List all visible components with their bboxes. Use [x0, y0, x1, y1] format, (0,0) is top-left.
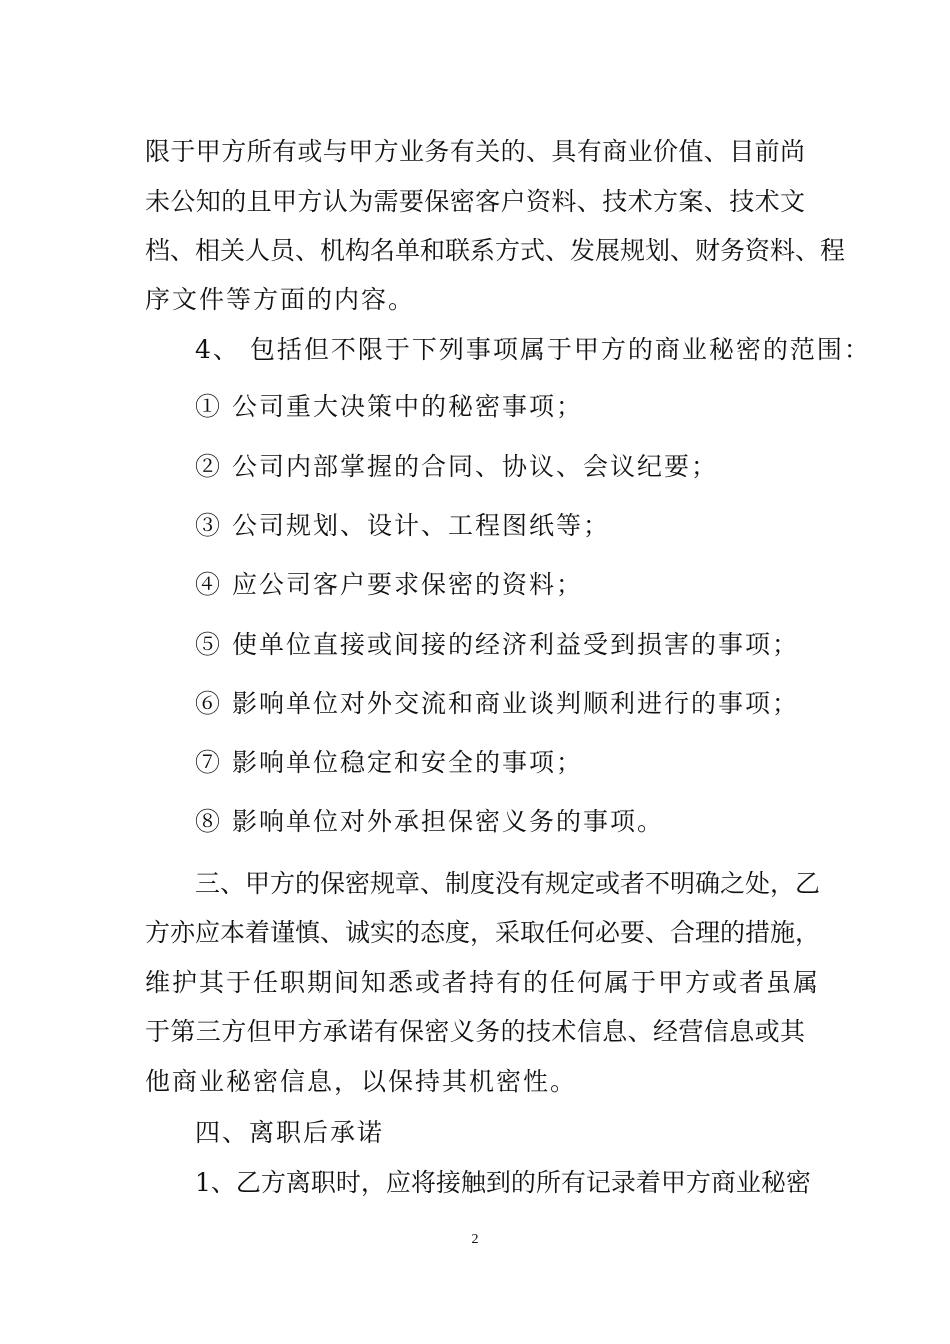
list-item: ② 公司内部掌握的合同、协议、会议纪要；	[195, 452, 718, 481]
paragraph-line: 他商业秘密信息，以保持其机密性。	[145, 1067, 578, 1096]
list-item: ⑥ 影响单位对外交流和商业谈判顺利进行的事项；	[195, 689, 799, 718]
paragraph-line: 档、相关人员、机构名单和联系方式、发展规划、财务资料、程	[145, 236, 846, 265]
list-item: ⑧ 影响单位对外承担保密义务的事项。	[195, 807, 664, 836]
paragraph-line: 于第三方但甲方承诺有保密义务的技术信息、经营信息或其	[145, 1017, 805, 1046]
list-item: ① 公司重大决策中的秘密事项；	[195, 392, 583, 421]
section-heading: 四、离职后承诺	[195, 1118, 385, 1147]
list-item: ③ 公司规划、设计、工程图纸等；	[195, 511, 610, 540]
list-item: ⑦ 影响单位稳定和安全的事项；	[195, 748, 583, 777]
paragraph-line: 限于甲方所有或与甲方业务有关的、具有商业价值、目前尚	[145, 137, 805, 166]
paragraph-line: 未公知的且甲方认为需要保密客户资料、技术方案、技术文	[145, 187, 805, 216]
list-item: ⑤ 使单位直接或间接的经济利益受到损害的事项；	[195, 630, 799, 659]
list-item: ④ 应公司客户要求保密的资料；	[195, 570, 583, 599]
paragraph-line: 维护其于任职期间知悉或者持有的任何属于甲方或者虽属	[145, 968, 821, 997]
paragraph-line: 方亦应本着谨慎、诚实的态度，采取任何必要、合理的措施，	[145, 918, 821, 947]
page-number: 2	[471, 1232, 479, 1247]
list-heading: 4、 包括但不限于下列事项属于甲方的商业秘密的范围：	[195, 335, 871, 364]
paragraph-line: 序文件等方面的内容。	[145, 285, 416, 314]
paragraph-line: 三、甲方的保密规章、制度没有规定或者不明确之处，乙	[195, 869, 821, 898]
paragraph-line: 1、乙方离职时，应将接触到的所有记录着甲方商业秘密	[195, 1168, 811, 1197]
